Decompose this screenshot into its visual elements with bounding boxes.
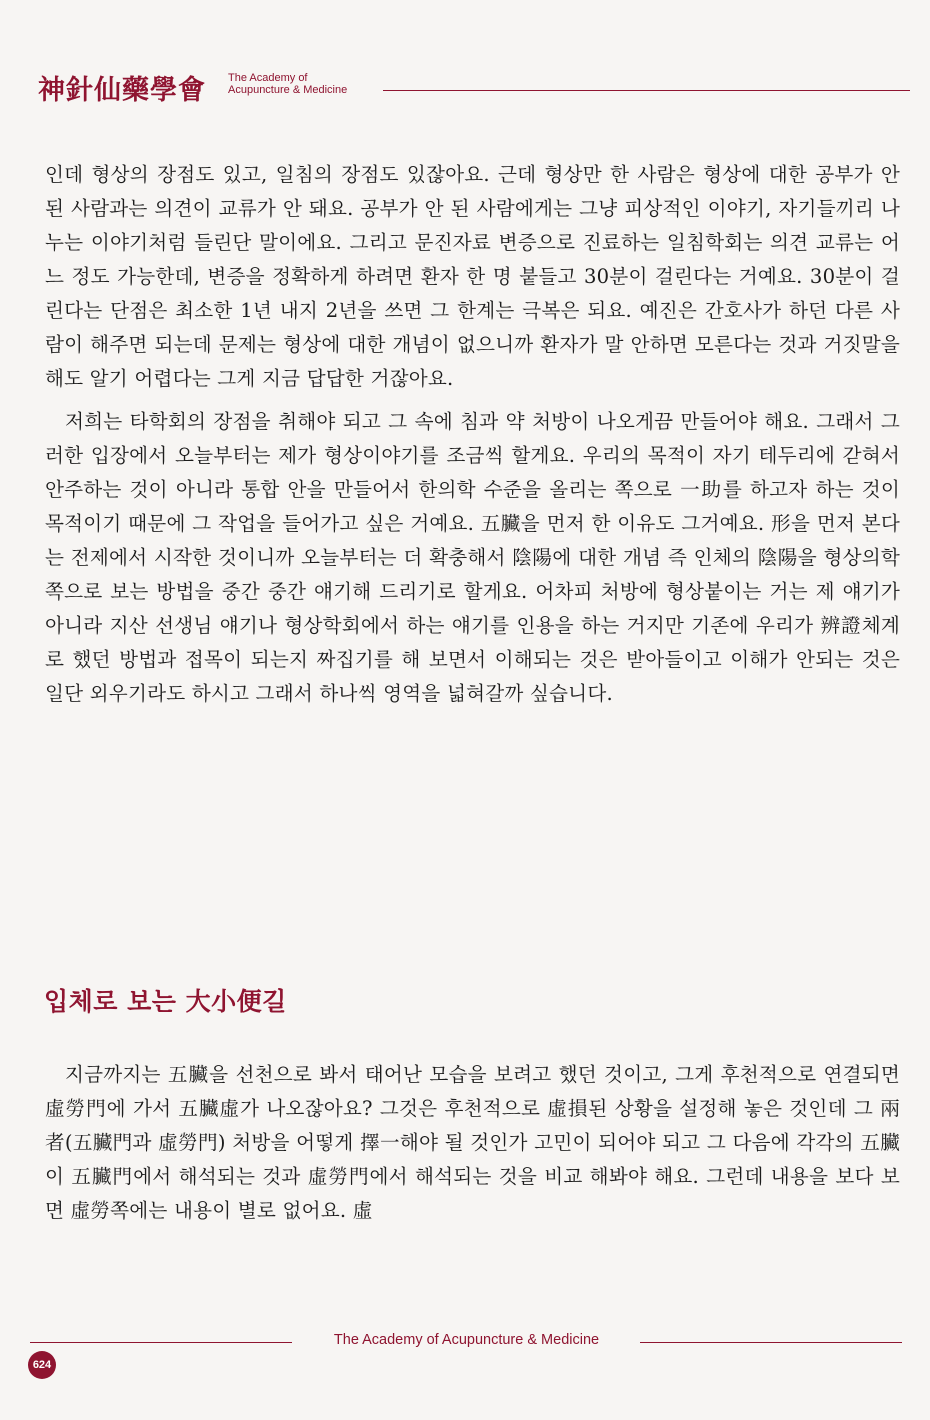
body-text <box>45 158 900 711</box>
footer-divider-left <box>30 1342 292 1343</box>
body-paragraph-1: 인데 형상의 장점도 있고, 일침의 장점도 있잖아요. 근데 형상만 한 사람은 형상에 대한 공부가 안 된 사람과는 의견이 교류가 안 돼요. 공부가 안 된 사람에게는 그냥 피상적인 이야기, 자기들끼리 나누는 이야기처럼 들린단 말이에요. 그리고 문진자료 변증으로 진료하는 일침학회는 의견 교류는 어느 정도 가능한데, 변증을 정확하게 하려면 환자 한 명 붙들고 30분이 걸린다는 거예요. 30분이 걸린다는 단점은 최소한 1년 내지 2년을 쓰면 그 한계는 극복은 되요. 예진은 간호사가 하던 다른 사람이 해주면 되는데 문제는 형상에 대한 개념이 없으니까 환자가 말 안하면 모른다는 것과 거짓말을 해도 알기 어렵다는 그게 지금 답답한 거잖아요. <box>45 163 900 390</box>
body-paragraph-2: 저희는 타학회의 장점을 취해야 되고 그 속에 침과 약 처방이 나오게끔 만들어야 해요. 그래서 그러한 입장에서 오늘부터는 제가 형상이야기를 조금씩 할게요. 우리의 목적이 자기 테두리에 갇혀서 안주하는 것이 아니라 통합 안을 만들어서 한의학 수준을 올리는 쪽으로 一助를 하고자 하는 것이 목적이기 때문에 그 작업을 들어가고 싶은 거예요. 五臟을 먼저 한 이유도 그거예요. 形을 먼저 본다는 전제에서 시작한 것이니까 오늘부터는 더 확충해서 陰陽에 대한 개념 즉 인체의 陰陽을 형상의학 쪽으로 보는 방법을 중간 중간 얘기해 드리기로 할게요. 어차피 처방에 형상붙이는 거는 제 얘기가 아니라 지산 선생님 얘기나 형상학회에서 하는 얘기를 인용을 하는 거지만 기존에 우리가 辨證체계로 했던 방법과 접목이 되는지 짜집기를 해 보면서 이해되는 것은 받아들이고 이해가 안되는 것은 일단 외우기라도 하시고 그래서 하나씩 영역을 넓혀갈까 싶습니다. <box>45 410 900 705</box>
section-body <box>45 1058 900 1228</box>
academy-subtitle-line2: Acupuncture & Medicine <box>228 84 348 96</box>
page-number: 624 <box>28 1351 56 1379</box>
academy-logo: 神針仙藥學會 <box>38 75 206 106</box>
page-header <box>38 66 910 106</box>
section-heading: 입체로 보는 大小便길 <box>44 987 287 1016</box>
footer-divider-right <box>640 1342 902 1343</box>
footer-title: The Academy of Acupuncture & Medicine <box>333 1332 600 1348</box>
academy-subtitle-line1: The Academy of <box>228 72 308 84</box>
header-divider <box>383 90 910 91</box>
academy-subtitle <box>228 72 388 96</box>
section-paragraph-1: 지금까지는 五臟을 선천으로 봐서 태어난 모습을 보려고 했던 것이고, 그게 후천적으로 연결되면 虛勞門에 가서 五臟虛가 나오잖아요? 그것은 후천적으로 虛損된 상황을 설정해 놓은 것인데 그 兩者(五臟門과 虛勞門) 처방을 어떻게 擇一해야 될 것인가 고민이 되어야 되고 그 다음에 각각의 五臟이 五臟門에서 해석되는 것과 虛勞門에서 해석되는 것을 비교 해봐야 해요. 그런데 내용을 보다 보면 虛勞쪽에는 내용이 별로 없어요. 虛 <box>45 1063 900 1222</box>
